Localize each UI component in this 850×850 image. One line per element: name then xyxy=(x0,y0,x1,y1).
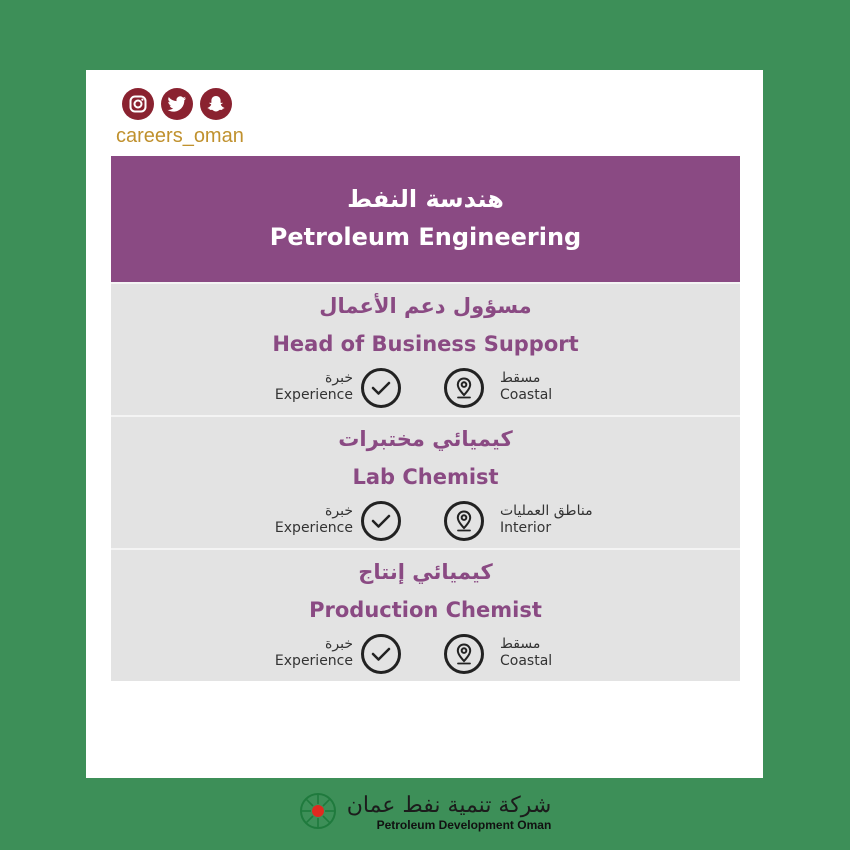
location-label-ar: مناطق العمليات xyxy=(500,503,593,519)
poster-card xyxy=(86,70,763,778)
experience-label-en: Experience xyxy=(274,387,353,403)
location-label xyxy=(500,636,552,670)
experience-label-en: Experience xyxy=(274,653,353,669)
experience-label-ar: خبرة xyxy=(325,503,353,519)
job-title-ar: مسؤول دعم الأعمال xyxy=(319,294,532,318)
location-label-en: Interior xyxy=(500,520,552,536)
job-card xyxy=(111,415,740,548)
experience-info xyxy=(261,634,401,674)
company-name-en: Petroleum Development Oman xyxy=(376,818,552,832)
location-label-ar: مسقط xyxy=(500,370,541,386)
company-name-ar: شركة تنمية نفط عمان xyxy=(346,793,552,818)
experience-label xyxy=(275,370,353,404)
instagram-icon[interactable] xyxy=(122,88,154,120)
experience-label-ar: خبرة xyxy=(325,370,353,386)
job-card xyxy=(111,282,740,415)
experience-label-en: Experience xyxy=(274,520,353,536)
check-circle-icon xyxy=(361,634,401,674)
twitter-icon[interactable] xyxy=(161,88,193,120)
company-name xyxy=(347,794,552,832)
location-pin-icon xyxy=(444,368,484,408)
company-footer xyxy=(0,792,850,834)
snapchat-icon[interactable] xyxy=(200,88,232,120)
check-circle-icon xyxy=(361,501,401,541)
job-title-ar: كيميائي إنتاج xyxy=(358,560,493,584)
location-info xyxy=(444,501,644,541)
location-pin-icon xyxy=(444,501,484,541)
department-title-en: Petroleum Engineering xyxy=(269,223,582,251)
experience-info xyxy=(261,501,401,541)
job-title-en: Head of Business Support xyxy=(272,332,579,356)
department-title-ar: هندسة النفط xyxy=(347,185,504,213)
pdo-logo-icon xyxy=(299,792,337,834)
location-label-en: Coastal xyxy=(500,387,553,403)
job-title-en: Production Chemist xyxy=(309,598,542,622)
job-title-ar: كيميائي مختبرات xyxy=(338,427,513,451)
experience-info xyxy=(261,368,401,408)
location-label-ar: مسقط xyxy=(500,636,541,652)
experience-label xyxy=(275,636,353,670)
location-label xyxy=(500,370,552,404)
experience-label-ar: خبرة xyxy=(325,636,353,652)
social-handle[interactable]: careers_oman xyxy=(116,125,244,147)
department-header xyxy=(111,156,740,282)
job-card xyxy=(111,548,740,681)
social-icons xyxy=(122,88,232,120)
jobs-panel xyxy=(111,156,740,681)
location-info xyxy=(444,368,644,408)
check-circle-icon xyxy=(361,368,401,408)
experience-label xyxy=(275,503,353,537)
job-title-en: Lab Chemist xyxy=(352,465,499,489)
location-label-en: Coastal xyxy=(500,653,553,669)
location-pin-icon xyxy=(444,634,484,674)
location-label xyxy=(500,503,593,537)
location-info xyxy=(444,634,644,674)
